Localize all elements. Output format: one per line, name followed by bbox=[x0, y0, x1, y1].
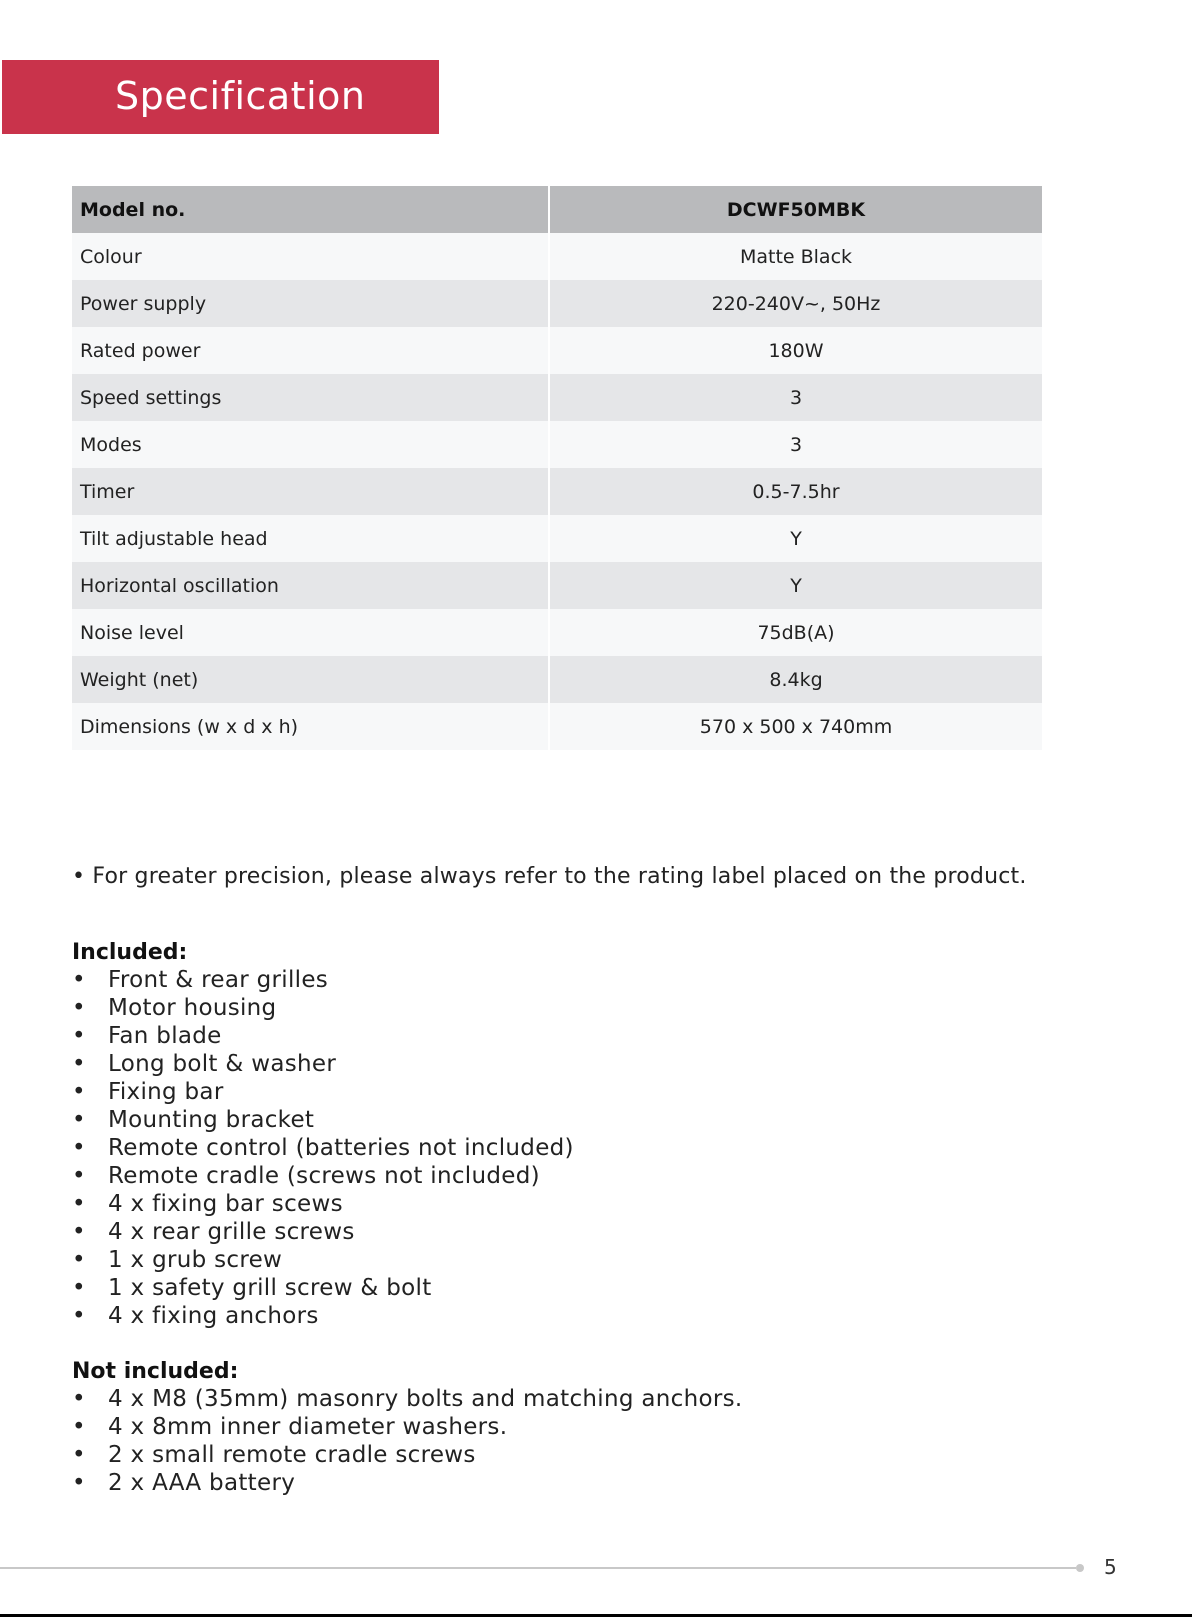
spec-label: Tilt adjustable head bbox=[72, 515, 550, 562]
section-banner bbox=[2, 60, 439, 134]
table-header-row bbox=[72, 186, 1042, 233]
bullet: • bbox=[72, 1470, 86, 1496]
table-row bbox=[72, 515, 1042, 562]
list-item-text: 1 x safety grill screw & bolt bbox=[108, 1275, 432, 1301]
spec-label: Power supply bbox=[72, 280, 550, 327]
spec-value: 3 bbox=[550, 421, 1042, 468]
footer-divider bbox=[0, 1567, 1076, 1569]
spec-value: Matte Black bbox=[550, 233, 1042, 280]
table-row bbox=[72, 609, 1042, 656]
spec-label: Timer bbox=[72, 468, 550, 515]
specification-table bbox=[72, 186, 1042, 750]
table-row bbox=[72, 703, 1042, 750]
spec-value: 570 x 500 x 740mm bbox=[550, 703, 1042, 750]
list-item-text: 2 x AAA battery bbox=[108, 1470, 296, 1496]
table-row bbox=[72, 233, 1042, 280]
spec-value: 8.4kg bbox=[550, 656, 1042, 703]
table-row bbox=[72, 280, 1042, 327]
list-item-text: 4 x 8mm inner diameter washers. bbox=[108, 1414, 508, 1440]
spec-label: Rated power bbox=[72, 327, 550, 374]
bullet: • bbox=[72, 1414, 86, 1440]
list-item-text: Mounting bracket bbox=[108, 1107, 315, 1133]
bullet: • bbox=[72, 1023, 86, 1049]
included-heading: Included: bbox=[72, 940, 188, 965]
precision-note: • For greater precision, please always refer to the rating label placed on the product. bbox=[72, 864, 1027, 889]
spec-value: 75dB(A) bbox=[550, 609, 1042, 656]
list-item-text: Remote cradle (screws not included) bbox=[108, 1163, 540, 1189]
spec-label: Dimensions (w x d x h) bbox=[72, 703, 550, 750]
list-item-text: 4 x fixing bar scews bbox=[108, 1191, 343, 1217]
header-model-cell: DCWF50MBK bbox=[550, 186, 1042, 233]
bullet: • bbox=[72, 1051, 86, 1077]
bullet: • bbox=[72, 1275, 86, 1301]
table-row bbox=[72, 468, 1042, 515]
bullet: • bbox=[72, 995, 86, 1021]
list-item-text: Fixing bar bbox=[108, 1079, 224, 1105]
header-label-cell: Model no. bbox=[72, 186, 550, 233]
table-row bbox=[72, 562, 1042, 609]
spec-value: 180W bbox=[550, 327, 1042, 374]
spec-value: Y bbox=[550, 515, 1042, 562]
list-item-text: 4 x M8 (35mm) masonry bolts and matching anchors. bbox=[108, 1386, 743, 1412]
spec-label: Speed settings bbox=[72, 374, 550, 421]
list-item-text: 4 x rear grille screws bbox=[108, 1219, 355, 1245]
list-item-text: 4 x fixing anchors bbox=[108, 1303, 319, 1329]
bullet: • bbox=[72, 1079, 86, 1105]
not-included-heading: Not included: bbox=[72, 1359, 239, 1384]
list-item-text: Fan blade bbox=[108, 1023, 222, 1049]
spec-value: 0.5-7.5hr bbox=[550, 468, 1042, 515]
spec-label: Weight (net) bbox=[72, 656, 550, 703]
list-item-text: Long bolt & washer bbox=[108, 1051, 337, 1077]
table-row bbox=[72, 421, 1042, 468]
footer-dot bbox=[1076, 1564, 1084, 1572]
spec-value: 3 bbox=[550, 374, 1042, 421]
spec-label: Colour bbox=[72, 233, 550, 280]
bullet: • bbox=[72, 1107, 86, 1133]
bullet: • bbox=[72, 1386, 86, 1412]
page-number: 5 bbox=[1104, 1555, 1117, 1579]
bullet: • bbox=[72, 1442, 86, 1468]
spec-label: Modes bbox=[72, 421, 550, 468]
bullet: • bbox=[72, 1219, 86, 1245]
spec-label: Horizontal oscillation bbox=[72, 562, 550, 609]
list-item-text: Motor housing bbox=[108, 995, 277, 1021]
bullet: • bbox=[72, 1163, 86, 1189]
spec-label: Noise level bbox=[72, 609, 550, 656]
bullet: • bbox=[72, 967, 86, 993]
bullet: • bbox=[72, 1135, 86, 1161]
list-item-text: Remote control (batteries not included) bbox=[108, 1135, 574, 1161]
list-item-text: Front & rear grilles bbox=[108, 967, 329, 993]
section-title: Specification bbox=[115, 74, 366, 118]
table-row bbox=[72, 327, 1042, 374]
bullet: • bbox=[72, 1247, 86, 1273]
bullet: • bbox=[72, 1191, 86, 1217]
bullet: • bbox=[72, 1303, 86, 1329]
table-row bbox=[72, 374, 1042, 421]
list-item-text: 2 x small remote cradle screws bbox=[108, 1442, 476, 1468]
spec-value: Y bbox=[550, 562, 1042, 609]
spec-value: 220-240V~, 50Hz bbox=[550, 280, 1042, 327]
table-row bbox=[72, 656, 1042, 703]
list-item-text: 1 x grub screw bbox=[108, 1247, 283, 1273]
